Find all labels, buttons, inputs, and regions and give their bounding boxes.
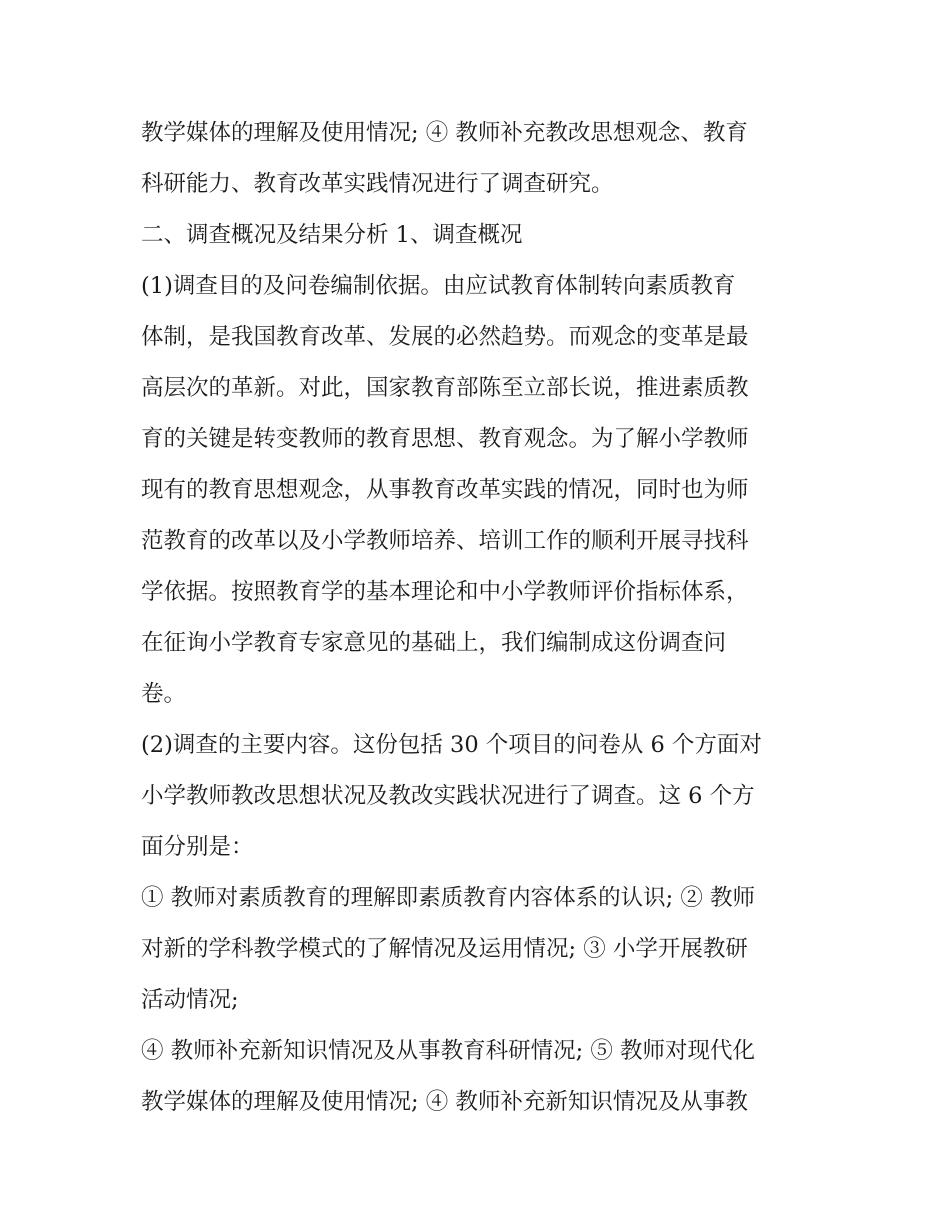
document-body (141, 108, 813, 1128)
text-line: 对新的学科教学模式的了解情况及运用情况; ③ 小学开展教研 (141, 936, 748, 962)
text-line: 教学媒体的理解及使用情况; ④ 教师补充新知识情况及从事教 (141, 1089, 748, 1115)
text-line: 教学媒体的理解及使用情况; ④ 教师补充教改思想观念、教育 (141, 120, 748, 146)
text-line: 卷。 (141, 681, 187, 707)
text-line: 范教育的改革以及小学教师培养、培训工作的顺利开展寻找科 (141, 528, 749, 554)
text-line: 活动情况; (141, 987, 239, 1013)
text-line: 小学教师教改思想状况及教改实践状况进行了调查。这 6 个方 (141, 783, 755, 809)
text-line: 在征询小学教育专家意见的基础上，我们编制成这份调查问 (141, 630, 727, 656)
text-line: 现有的教育思想观念，从事教育改革实践的情况，同时也为师 (141, 477, 749, 503)
text-line: 面分别是： (141, 834, 254, 860)
text-line: 科研能力、教育改革实践情况进行了调查研究。 (141, 171, 614, 197)
section-heading: 二、调查概况及结果分析 1、调查概况 (141, 222, 523, 248)
text-line: 育的关键是转变教师的教育思想、教育观念。为了解小学教师 (141, 426, 749, 452)
text-line: 高层次的革新。对此，国家教育部陈至立部长说，推进素质教 (141, 375, 749, 401)
text-line: 体制，是我国教育改革、发展的必然趋势。而观念的变革是最 (141, 324, 749, 350)
text-line: ① 教师对素质教育的理解即素质教育内容体系的认识; ② 教师 (141, 885, 756, 911)
text-line: ④ 教师补充新知识情况及从事教育科研情况; ⑤ 教师对现代化 (141, 1038, 756, 1064)
text-line: 学依据。按照教育学的基本理论和中小学教师评价指标体系， (141, 579, 749, 605)
text-line: (2)调查的主要内容。这份包括 30 个项目的问卷从 6 个方面对 (141, 732, 762, 758)
text-line: (1)调查目的及问卷编制依据。由应试教育体制转向素质教育 (141, 273, 736, 299)
